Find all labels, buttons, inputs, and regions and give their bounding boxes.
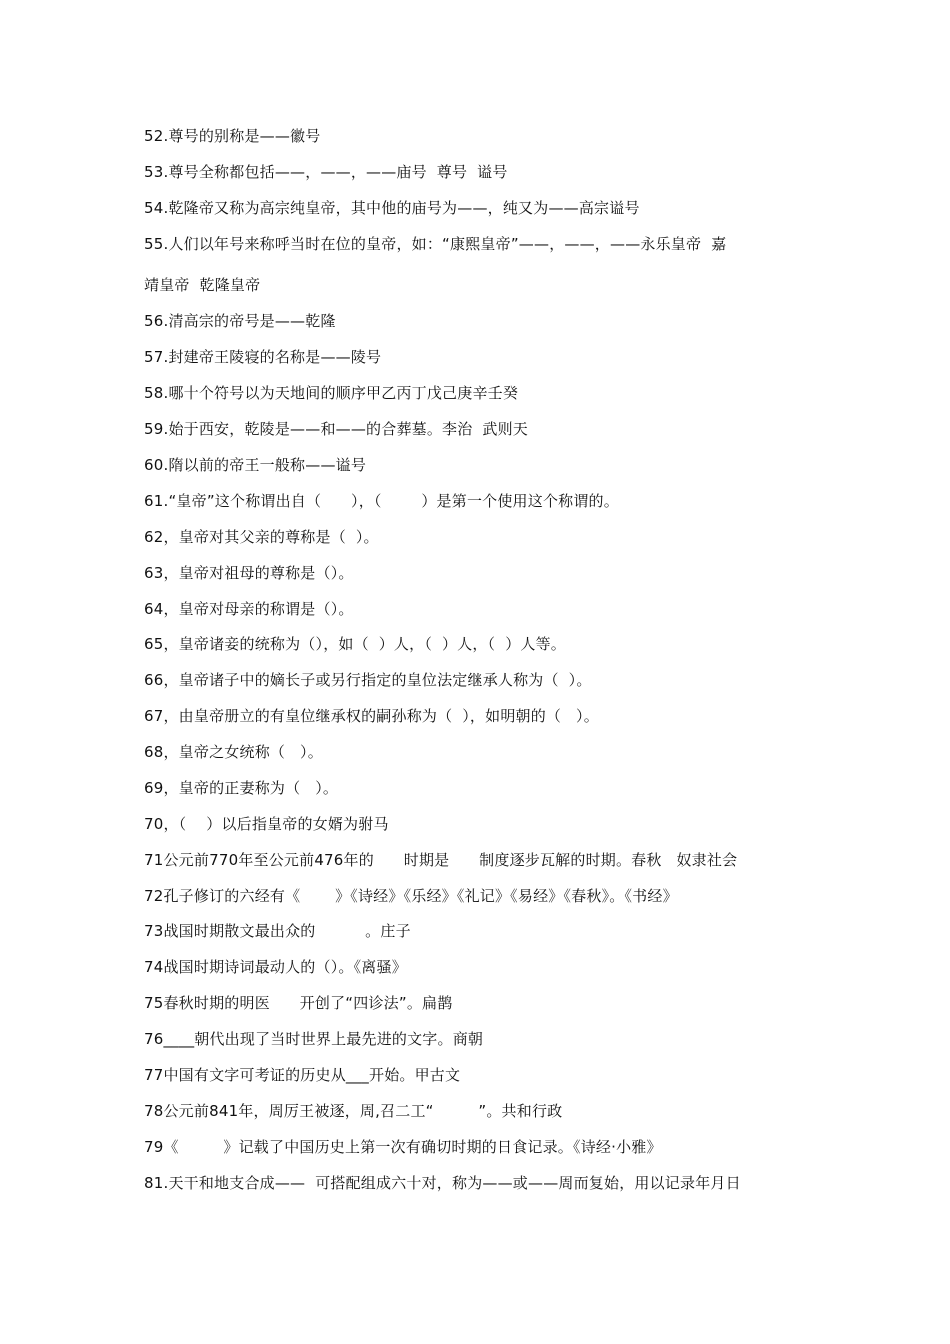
question-76: 76____朝代出现了当时世界上最先进的文字。商朝 bbox=[144, 1030, 484, 1048]
question-54: 54.乾隆帝又称为高宗纯皇帝，其中他的庙号为——，纯又为——高宗谥号 bbox=[144, 199, 640, 217]
question-66: 66，皇帝诸子中的嫡长子或另行指定的皇位法定继承人称为（ ）。 bbox=[144, 671, 592, 689]
question-53: 53.尊号全称都包括——，——，——庙号 尊号 谥号 bbox=[144, 163, 508, 181]
question-63: 63，皇帝对祖母的尊称是（）。 bbox=[144, 564, 354, 582]
question-71: 71公元前770年至公元前476年的 时期是 制度逐步瓦解的时期。春秋 奴隶社会 bbox=[144, 851, 738, 869]
question-64: 64，皇帝对母亲的称谓是（）。 bbox=[144, 600, 354, 618]
question-77: 77中国有文字可考证的历史从___开始。甲古文 bbox=[144, 1066, 461, 1084]
question-59: 59.始于西安，乾陵是——和——的合葬墓。李治 武则天 bbox=[144, 420, 528, 438]
question-79: 79《 》记载了中国历史上第一次有确切时期的日食记录。《诗经·小雅》 bbox=[144, 1138, 662, 1156]
question-52: 52.尊号的别称是——徽号 bbox=[144, 127, 321, 145]
question-55-continued: 靖皇帝 乾隆皇帝 bbox=[144, 276, 261, 294]
question-75: 75春秋时期的明医 开创了“四诊法”。扁鹊 bbox=[144, 994, 453, 1012]
question-60: 60.隋以前的帝王一般称——谥号 bbox=[144, 456, 367, 474]
question-62: 62，皇帝对其父亲的尊称是（ ）。 bbox=[144, 528, 379, 546]
question-61: 61.“皇帝”这个称谓出自（ ），（ ）是第一个使用这个称谓的。 bbox=[144, 492, 619, 510]
question-68: 68，皇帝之女统称（ ）。 bbox=[144, 743, 323, 761]
question-73: 73战国时期散文最出众的 。庄子 bbox=[144, 922, 411, 940]
question-70: 70，（ ）以后指皇帝的女婿为驸马 bbox=[144, 815, 389, 833]
question-58: 58.哪十个符号以为天地间的顺序甲乙丙丁戊己庚辛壬癸 bbox=[144, 384, 519, 402]
question-56: 56.清高宗的帝号是——乾隆 bbox=[144, 312, 336, 330]
question-72: 72孔子修订的六经有《 》《诗经》《乐经》《礼记》《易经》《春秋》。《书经》 bbox=[144, 887, 678, 905]
question-65: 65，皇帝诸妾的统称为（），如（ ）人，（ ）人，（ ）人等。 bbox=[144, 635, 566, 653]
question-69: 69，皇帝的正妻称为（ ）。 bbox=[144, 779, 339, 797]
question-67: 67，由皇帝册立的有皇位继承权的嗣孙称为（ ），如明朝的（ ）。 bbox=[144, 707, 599, 725]
question-74: 74战国时期诗词最动人的（）。《离骚》 bbox=[144, 958, 407, 976]
question-55: 55.人们以年号来称呼当时在位的皇帝，如：“康熙皇帝”——，——，——永乐皇帝 嘉 bbox=[144, 235, 727, 253]
question-81: 81.天干和地支合成—— 可搭配组成六十对，称为——或——周而复始，用以记录年月日 bbox=[144, 1174, 741, 1192]
question-57: 57.封建帝王陵寝的名称是——陵号 bbox=[144, 348, 382, 366]
question-78: 78公元前841年，周厉王被逐，周,召二工“ ”。共和行政 bbox=[144, 1102, 563, 1120]
